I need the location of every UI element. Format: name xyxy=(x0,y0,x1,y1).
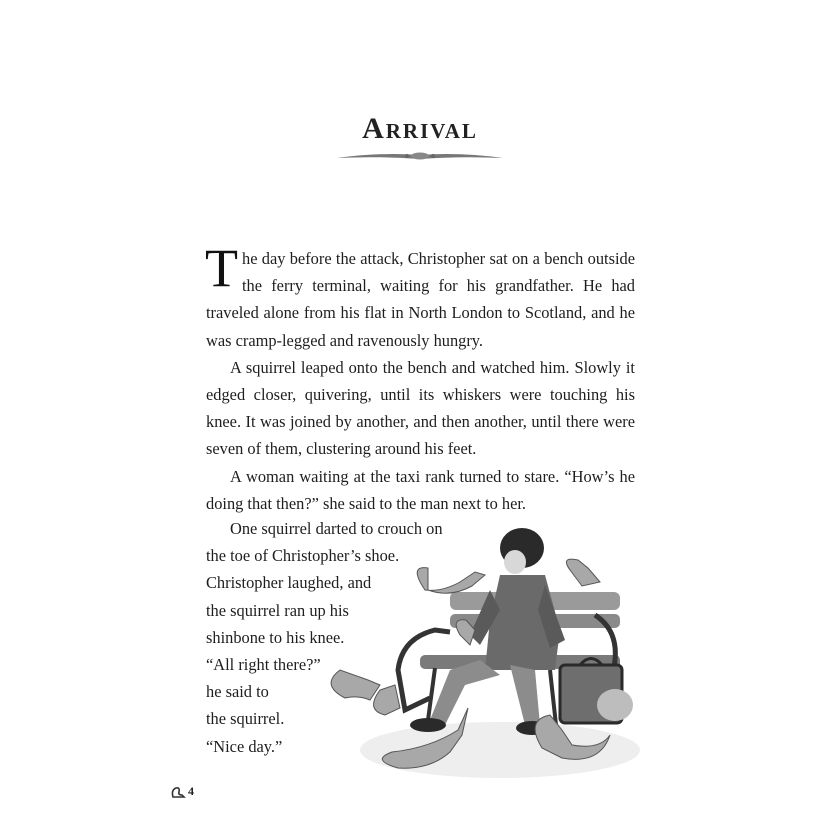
text-line: One squirrel darted to crouch on xyxy=(230,519,443,538)
text-line: “Nice day.” xyxy=(206,736,283,756)
drop-cap: T xyxy=(205,238,238,298)
text-line: the toe of Christopher’s shoe. xyxy=(206,546,400,566)
boy-on-bench-illustration xyxy=(310,520,640,785)
page-number-text: 4 xyxy=(188,784,194,798)
text-line: shinbone to his knee. xyxy=(206,627,345,647)
paragraph: A woman waiting at the taxi rank turned to stare. “How’s he doing that then?” she said to the man next to her. xyxy=(206,466,635,513)
text-line: Christopher laughed, and xyxy=(206,573,372,593)
chapter-title: Arrival xyxy=(362,112,478,145)
squirrel-icon xyxy=(170,784,186,800)
body-text xyxy=(205,238,635,517)
ornament-divider-icon xyxy=(335,148,505,168)
text-line: “All right there?” xyxy=(206,655,321,675)
paragraph: A squirrel leaped onto the bench and watched him. Slowly it edged closer, quivering, until its whiskers were touching his knee. It was joined by another, and then another, until there were seven of them, clustering around his feet. xyxy=(206,357,635,459)
text-line: the squirrel ran up his xyxy=(206,600,349,620)
text-line: he said to xyxy=(206,682,269,702)
paragraph-text: he day before the attack, Christopher sat on a bench outside the ferry terminal, waiting for his grandfather. He had traveled alone from his flat in North London to Scotland, and he was cramp-legged and ravenously hungry. xyxy=(206,249,635,350)
paragraph xyxy=(205,238,635,354)
page-number xyxy=(170,782,210,802)
text-line: the squirrel. xyxy=(206,709,285,729)
